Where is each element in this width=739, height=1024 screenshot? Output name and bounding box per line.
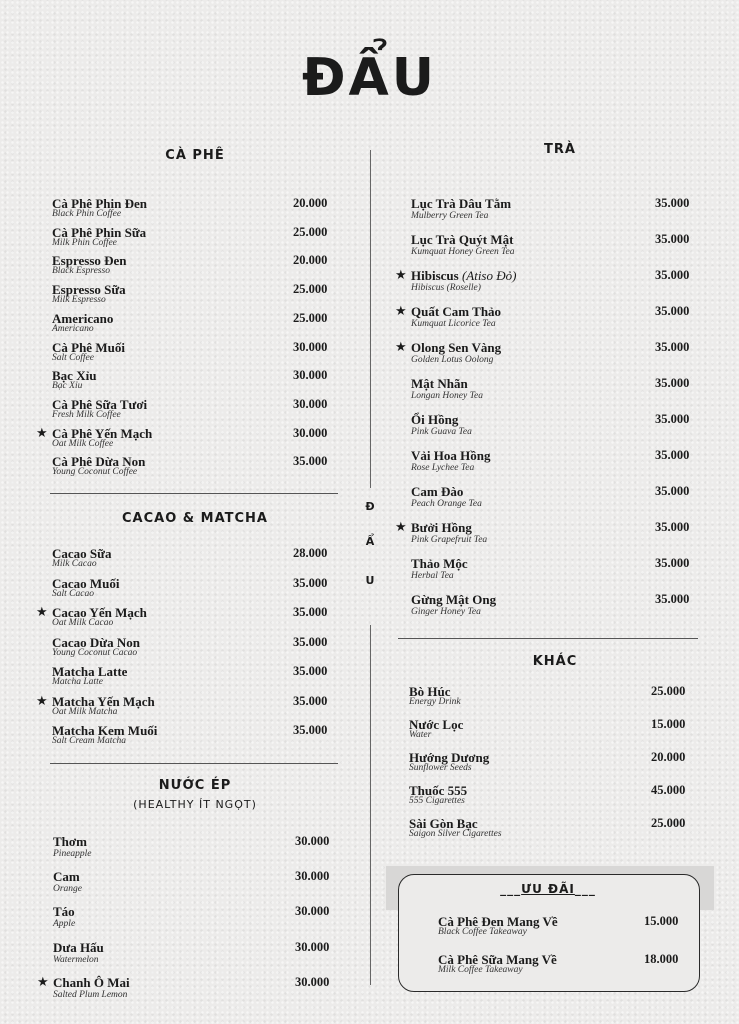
section-title-cacao-matcha: CACAO & MATCHA (122, 511, 268, 526)
item-name (411, 484, 463, 500)
item-english-name: Orange (53, 884, 83, 894)
menu-item-tra (411, 448, 715, 476)
item-english-name: Young Coconut Cacao (52, 648, 138, 658)
menu-item-tra (411, 412, 715, 440)
item-english-name: Salt Coffee (52, 353, 94, 363)
menu-item-uu_dai (438, 952, 704, 980)
item-price: 30.000 (295, 904, 330, 918)
item-price: 35.000 (293, 723, 328, 737)
section-title-nuoc-ep: NƯỚC ÉP (158, 778, 232, 793)
item-name-text: Thuốc 555 (409, 783, 468, 798)
promo-title-text: ƯU ĐÃI (521, 882, 575, 896)
item-price: 35.000 (655, 340, 690, 354)
menu-item-khac (409, 816, 711, 844)
item-english-name: Pineapple (53, 849, 92, 859)
item-price: 35.000 (293, 694, 328, 708)
item-name-text: Cà Phê Đen Mang Về (438, 914, 558, 929)
item-price: 35.000 (655, 268, 690, 282)
item-english-name: Oat Milk Matcha (52, 707, 118, 717)
item-name-text: Ổi Hồng (411, 412, 459, 427)
menu-item-ca_phe (52, 196, 353, 224)
section-title-ca-phe: CÀ PHÊ (165, 148, 225, 163)
item-english-name: Salt Cream Matcha (52, 736, 127, 746)
item-price: 35.000 (655, 376, 690, 390)
item-price: 25.000 (293, 225, 328, 239)
item-english-name: Pink Guava Tea (411, 427, 472, 437)
side-letter-u: U (365, 574, 375, 587)
menu-item-nuoc_ep (53, 834, 355, 862)
item-english-name: Saigon Silver Cigarettes (409, 829, 502, 839)
star-icon: ★ (36, 425, 48, 440)
item-english-name: Mulberry Green Tea (411, 211, 489, 221)
item-price: 30.000 (295, 940, 330, 954)
item-price: 25.000 (293, 311, 328, 325)
item-name (411, 448, 490, 464)
item-english-name: Milk Phin Coffee (52, 238, 117, 248)
item-name-text: Cà Phê Phin Đen (52, 196, 147, 211)
menu-item-khac (409, 684, 711, 712)
menu-item-cacao (36, 604, 353, 633)
section-subtitle-nuoc-ep: (HEALTHY ÍT NGỌT) (133, 798, 257, 811)
side-letter-d: Đ (365, 500, 375, 513)
item-price: 30.000 (295, 869, 330, 883)
item-price: 25.000 (651, 816, 686, 830)
star-icon: ★ (395, 339, 407, 354)
item-name-text: Cà Phê Phin Sữa (52, 225, 147, 240)
item-english-name: Milk Cacao (52, 559, 97, 569)
center-divider-bottom (370, 625, 371, 985)
menu-item-khac (409, 750, 711, 778)
menu-item-tra (395, 339, 715, 368)
menu-item-cacao (36, 693, 353, 722)
menu-item-tra (411, 232, 715, 260)
item-price: 30.000 (293, 368, 328, 382)
item-english-name: Americano (52, 324, 94, 334)
menu-item-cacao (52, 546, 353, 574)
item-english-name: Black Phin Coffee (52, 209, 122, 219)
item-english-name: Milk Espresso (52, 295, 106, 305)
menu-item-ca_phe (52, 311, 353, 339)
item-price: 45.000 (651, 783, 686, 797)
item-english-name: Black Espresso (52, 266, 110, 276)
menu-item-nuoc_ep (37, 974, 355, 1003)
menu-item-tra (411, 556, 715, 584)
menu-item-cacao (52, 723, 353, 751)
item-name-text: Cacao Sữa (52, 546, 112, 561)
item-name (53, 834, 87, 850)
item-english-name: Hibiscus (Roselle) (411, 283, 481, 293)
item-name-text: Cacao Dừa Non (52, 635, 140, 650)
item-english-name: 555 Cigarettes (409, 796, 465, 806)
item-english-name: Matcha Latte (52, 677, 103, 687)
item-price: 35.000 (655, 448, 690, 462)
item-english-name: Kumquat Licorice Tea (411, 319, 496, 329)
item-name (411, 412, 458, 428)
item-name-text: Thảo Mộc (411, 556, 468, 571)
item-price: 35.000 (293, 454, 328, 468)
item-name-text: Olong Sen Vàng (411, 340, 502, 355)
item-price: 30.000 (295, 834, 330, 848)
star-icon: ★ (36, 693, 48, 708)
menu-item-cacao (52, 576, 353, 604)
item-name-text: Quất Cam Thảo (411, 304, 502, 319)
item-name-text: Dưa Hấu (53, 940, 104, 955)
item-name-text: Cacao Yến Mạch (52, 605, 147, 620)
star-icon: ★ (395, 519, 407, 534)
item-english-name: Sunflower Seeds (409, 763, 472, 773)
menu-item-tra (395, 519, 715, 548)
item-name-text: Bò Húc (409, 684, 451, 699)
item-english-name: Young Coconut Coffee (52, 467, 138, 477)
menu-item-ca_phe (52, 340, 353, 368)
item-price: 20.000 (293, 196, 328, 210)
item-english-name: Water (409, 730, 432, 740)
item-english-name: Ginger Honey Tea (411, 607, 481, 617)
item-price: 28.000 (293, 546, 328, 560)
divider-ca-phe (50, 493, 338, 494)
menu-item-ca_phe (52, 282, 353, 310)
item-name (411, 304, 501, 320)
item-price: 25.000 (293, 282, 328, 296)
item-name-text: Vải Hoa Hồng (411, 448, 491, 463)
star-icon: ★ (36, 604, 48, 619)
item-name (411, 196, 511, 212)
menu-item-ca_phe (52, 454, 353, 482)
divider-tra (398, 638, 698, 639)
item-name-text: Matcha Latte (52, 664, 128, 679)
item-name-text: Espresso Đen (52, 253, 127, 268)
item-name-text: Hướng Dương (409, 750, 490, 765)
item-name-text: Cà Phê Sữa Tươi (52, 397, 148, 412)
menu-item-nuoc_ep (53, 904, 355, 932)
item-name-text: Bạc Xỉu (52, 368, 97, 383)
item-name (411, 520, 472, 536)
item-name-text: Mật Nhãn (411, 376, 468, 391)
menu-item-ca_phe (36, 425, 353, 454)
star-icon: ★ (395, 303, 407, 318)
menu-item-uu_dai (438, 914, 704, 942)
menu-item-nuoc_ep (53, 940, 355, 968)
item-name (53, 940, 104, 956)
item-name-text: Nước Lọc (409, 717, 464, 732)
item-name (53, 869, 80, 885)
item-price: 35.000 (293, 635, 328, 649)
item-price: 30.000 (293, 426, 328, 440)
star-icon: ★ (37, 974, 49, 989)
divider-cacao (50, 763, 338, 764)
item-english-name: Pink Grapefruit Tea (411, 535, 488, 545)
item-name-text: Matcha Kem Muối (52, 723, 158, 738)
item-price: 35.000 (655, 520, 690, 534)
star-icon: ★ (395, 267, 407, 282)
item-name-text: Matcha Yến Mạch (52, 694, 155, 709)
item-price: 35.000 (655, 412, 690, 426)
item-english-name: Bạc Xỉu (52, 381, 83, 391)
item-name (411, 232, 513, 248)
item-name (411, 268, 516, 284)
item-price: 30.000 (293, 340, 328, 354)
item-name-text: Sài Gòn Bạc (409, 816, 478, 831)
item-price: 20.000 (293, 253, 328, 267)
item-name-text: Americano (52, 311, 114, 326)
item-english-name: Peach Orange Tea (411, 499, 482, 509)
menu-item-ca_phe (52, 397, 353, 425)
item-english-name: Fresh Milk Coffee (52, 410, 121, 420)
item-price: 25.000 (651, 684, 686, 698)
item-english-name: Oat Milk Coffee (52, 439, 114, 449)
item-name-text: Cà Phê Muối (52, 340, 125, 355)
item-english-name: Herbal Tea (411, 571, 454, 581)
item-name (411, 592, 496, 608)
item-name (411, 376, 468, 392)
item-name (53, 904, 75, 920)
menu-item-tra (395, 267, 715, 296)
item-name-text: Cà Phê Dừa Non (52, 454, 146, 469)
item-name-text: Cam (53, 869, 80, 884)
item-name-text: Cà Phê Sữa Mang Về (438, 952, 557, 967)
menu-item-cacao (52, 664, 353, 692)
menu-item-ca_phe (52, 368, 353, 396)
item-english-name: Golden Lotus Oolong (411, 355, 494, 365)
item-english-name: Watermelon (53, 955, 99, 965)
section-title-tra: TRÀ (544, 142, 576, 157)
item-price: 35.000 (293, 605, 328, 619)
menu-item-tra (411, 484, 715, 512)
promo-title: ___ƯU ĐÃI___ (500, 882, 596, 896)
item-name-text: Cà Phê Yến Mạch (52, 426, 153, 441)
item-name (411, 556, 468, 572)
section-title-khac: KHÁC (532, 654, 578, 669)
side-letter-a: Ẩ (365, 535, 375, 548)
item-name (411, 340, 501, 356)
item-price: 35.000 (655, 232, 690, 246)
menu-item-ca_phe (52, 253, 353, 281)
brand-logo: ĐẨU (301, 48, 438, 108)
item-name-text: Chanh Ô Mai (53, 975, 130, 990)
item-price: 35.000 (293, 664, 328, 678)
item-name-text: Cam Đào (411, 484, 464, 499)
item-name-text: Táo (53, 904, 75, 919)
item-name-text: Thơm (53, 834, 87, 849)
item-price: 20.000 (651, 750, 686, 764)
item-price: 35.000 (655, 592, 690, 606)
menu-item-khac (409, 717, 711, 745)
item-name-text: Lục Trà Dâu Tằm (411, 196, 512, 211)
item-price: 35.000 (293, 576, 328, 590)
item-english-name: Energy Drink (409, 697, 461, 707)
menu-item-cacao (52, 635, 353, 663)
item-name-text: Cacao Muối (52, 576, 120, 591)
menu-item-ca_phe (52, 225, 353, 253)
center-divider-top (370, 150, 371, 488)
item-english-name: Kumquat Honey Green Tea (411, 247, 515, 257)
menu-item-tra (411, 592, 715, 620)
item-price: 15.000 (651, 717, 686, 731)
item-price: 35.000 (655, 556, 690, 570)
item-name-extra: (Atiso Đỏ) (458, 268, 517, 283)
item-english-name: Salt Cacao (52, 589, 94, 599)
item-price: 35.000 (655, 196, 690, 210)
item-name (53, 975, 130, 991)
menu-item-tra (411, 196, 715, 224)
item-english-name: Oat Milk Cacao (52, 618, 114, 628)
item-english-name: Black Coffee Takeaway (438, 927, 527, 937)
menu-item-tra (395, 303, 715, 332)
menu-item-tra (411, 376, 715, 404)
item-name-text: Gừng Mật Ong (411, 592, 497, 607)
item-name-text: Espresso Sữa (52, 282, 126, 297)
item-english-name: Salted Plum Lemon (53, 990, 128, 1000)
item-price: 35.000 (655, 484, 690, 498)
item-price: 35.000 (655, 304, 690, 318)
menu-item-khac (409, 783, 711, 811)
item-english-name: Milk Coffee Takeaway (438, 965, 523, 975)
item-english-name: Apple (53, 919, 76, 929)
item-english-name: Longan Honey Tea (411, 391, 483, 401)
item-english-name: Rose Lychee Tea (411, 463, 475, 473)
item-price: 18.000 (644, 952, 679, 966)
menu-item-nuoc_ep (53, 869, 355, 897)
item-price: 30.000 (293, 397, 328, 411)
item-name-text: Lục Trà Quýt Mật (411, 232, 514, 247)
item-price: 15.000 (644, 914, 679, 928)
item-name-text: Bưởi Hồng (411, 520, 472, 535)
item-name-text: Hibiscus (411, 268, 459, 283)
item-price: 30.000 (295, 975, 330, 989)
